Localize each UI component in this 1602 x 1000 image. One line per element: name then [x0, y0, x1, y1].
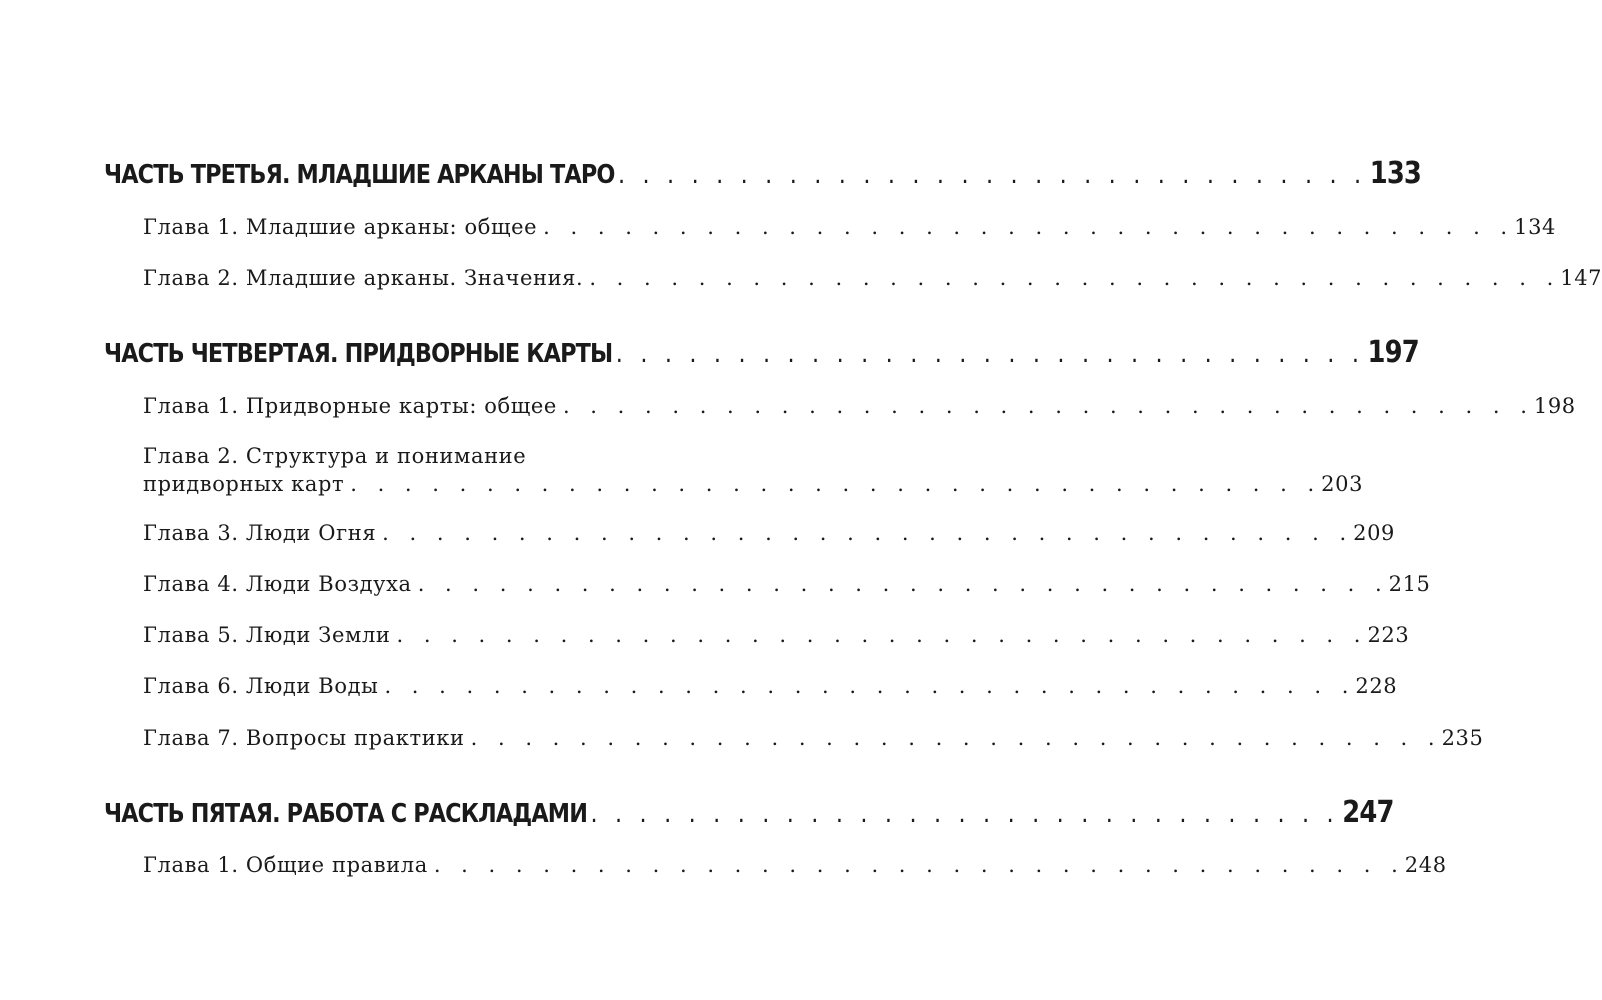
part-title: ЧАСТЬ ПЯТАЯ. РАБОТА С РАСКЛАДАМИ [104, 799, 588, 829]
chapter-title-line-1: Глава 2. Структура и понимание [143, 444, 527, 468]
chapter-page-number: 235 [1441, 726, 1484, 750]
toc-chapter[interactable] [143, 851, 1447, 879]
chapter-page-number: 198 [1533, 394, 1576, 418]
chapter-title: Глава 1. Общие правила [143, 853, 428, 877]
toc-chapter[interactable] [143, 570, 1431, 598]
chapter-title: Глава 4. Люди Воздуха [143, 572, 412, 596]
dot-leader: . . . . . . . . . . . . . . . . . . . . . . . . . . . . . . . . . . . . [417, 572, 1389, 596]
dot-leader: . . . . . . . . . . . . . . . . . . . . . . . . . . . . . . . [617, 160, 1367, 190]
part-title: ЧАСТЬ ЧЕТВЕРТАЯ. ПРИДВОРНЫЕ КАРТЫ [104, 339, 613, 369]
dot-leader: . . . . . . . . . . . . . . . . . . . . . . . . . . . . . . . . . . . . [543, 215, 1515, 239]
chapter-page-number: 223 [1367, 623, 1410, 647]
part-page-number: 133 [1369, 156, 1422, 191]
toc-part-4[interactable] [104, 335, 1419, 370]
chapter-title: Глава 3. Люди Огня [143, 521, 377, 545]
dot-leader: . . . . . . . . . . . . . . . . . . . . . . . . . . . . . . . . . . . . [350, 472, 1322, 496]
part-page-number: 197 [1367, 335, 1419, 370]
chapter-title: Глава 6. Люди Воды [143, 674, 379, 698]
toc-part-5[interactable] [104, 795, 1394, 830]
dot-leader: . . . . . . . . . . . . . . . . . . . . . . . . . . . . . . . . . . . . [589, 266, 1561, 290]
dot-leader: . . . . . . . . . . . . . . . . . . . . . . . . . . . . . . . . . . . . [562, 394, 1534, 418]
toc-chapter[interactable] [143, 621, 1410, 649]
dot-leader: . . . . . . . . . . . . . . . . . . . . . . . . . . . . . . . . . . . . [433, 853, 1405, 877]
toc-chapter[interactable] [143, 213, 1556, 241]
toc-chapter[interactable] [143, 392, 1576, 420]
chapter-page-number: 248 [1404, 853, 1447, 877]
chapter-title: придворных карт [143, 472, 345, 496]
toc-part-3[interactable] [104, 156, 1422, 191]
dot-leader: . . . . . . . . . . . . . . . . . . . . . . . . . . . . . . . . . . . . [384, 674, 1356, 698]
chapter-page-number: 228 [1355, 674, 1398, 698]
toc-chapter[interactable] [143, 264, 1602, 292]
dot-leader: . . . . . . . . . . . . . . . . . . . . . . . . . . . . . . . [615, 339, 1365, 369]
dot-leader: . . . . . . . . . . . . . . . . . . . . . . . . . . . . . . . . . . . . [470, 726, 1442, 750]
toc-chapter[interactable] [143, 442, 1364, 498]
toc-chapter[interactable] [143, 519, 1396, 547]
chapter-title: Глава 7. Вопросы практики [143, 726, 465, 750]
chapter-page-number: 209 [1353, 521, 1396, 545]
toc-chapter[interactable] [143, 724, 1484, 752]
chapter-page-number: 147 [1560, 266, 1602, 290]
dot-leader: . . . . . . . . . . . . . . . . . . . . . . . . . . . . . . . . . . . . [382, 521, 1354, 545]
chapter-page-number: 134 [1514, 215, 1556, 239]
chapter-title: Глава 1. Придворные карты: общее [143, 394, 557, 418]
chapter-title: Глава 2. Младшие арканы. Значения. [143, 266, 584, 290]
toc-chapter[interactable] [143, 672, 1398, 700]
dot-leader: . . . . . . . . . . . . . . . . . . . . . . . . . . . . . . . [590, 799, 1339, 829]
chapter-page-number: 215 [1388, 572, 1431, 596]
part-title: ЧАСТЬ ТРЕТЬЯ. МЛАДШИЕ АРКАНЫ ТАРО [104, 160, 615, 190]
dot-leader: . . . . . . . . . . . . . . . . . . . . . . . . . . . . . . . . . . . . [396, 623, 1368, 647]
chapter-page-number: 203 [1321, 472, 1364, 496]
chapter-title: Глава 1. Младшие арканы: общее [143, 215, 538, 239]
chapter-title: Глава 5. Люди Земли [143, 623, 391, 647]
part-page-number: 247 [1342, 795, 1394, 830]
